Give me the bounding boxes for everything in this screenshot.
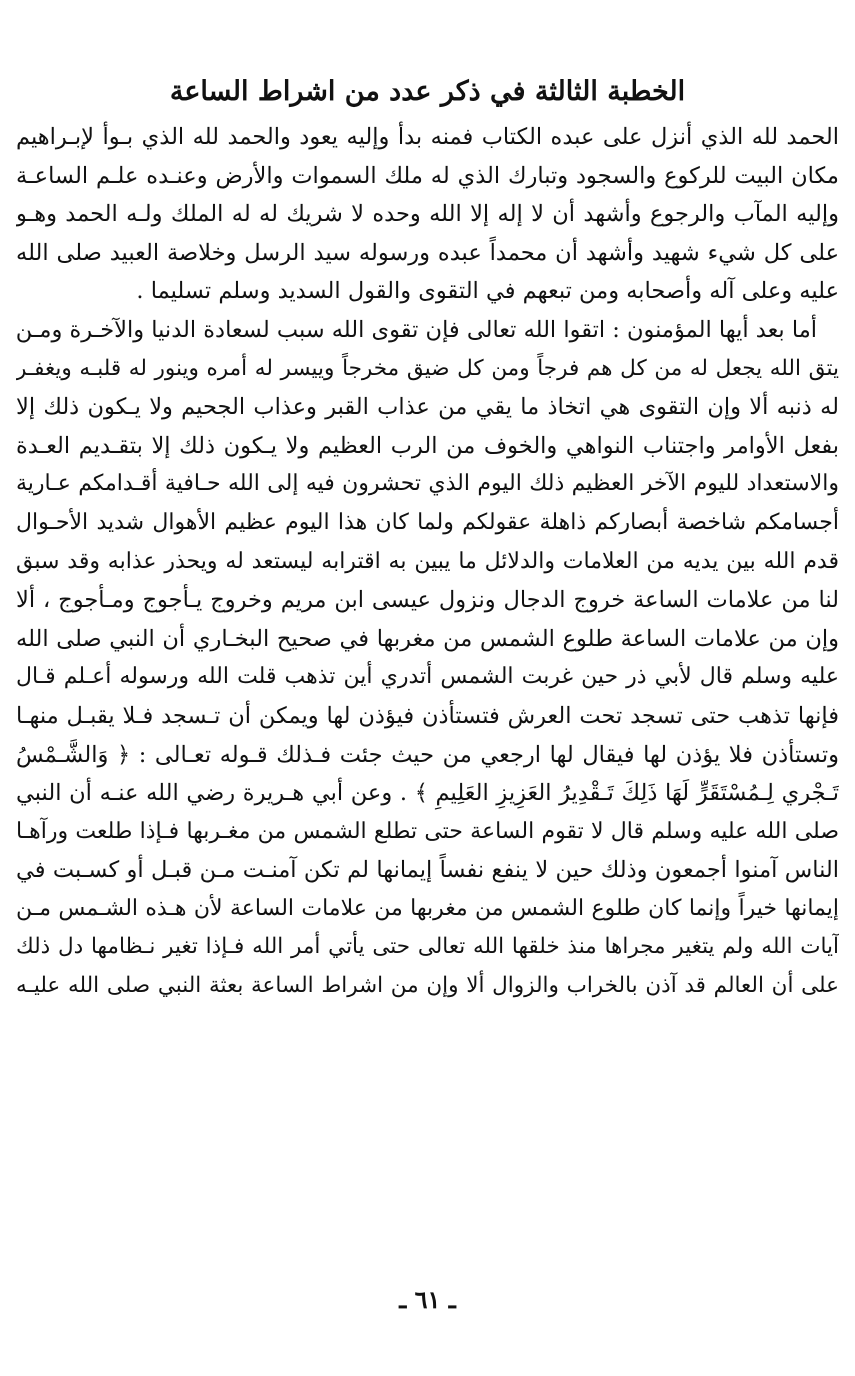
text-line-16: فإنها تذهب حتى تسجد تحت العرش فتستأذن فيؤذن لها ويمكن أن تـسجد فـلا يقبـل منهـا [16,702,839,729]
text-line-7: يتق الله يجعل له من كل هم فرجاً ومن كل ضيق مخرجاً وييسر له أمره وينور له قلبـه ويغفـر [16,355,839,381]
text-line-12: قدم الله بين يديه من العلامات والدلائل ما يبين به اقترابه ليستعد له ويحذر عذابه وقد سبق [16,548,839,574]
text-line-2: مكان البيت للركوع والسجود وتبارك الذي له ملك السموات والأرض وعنـده علـم الساعـة [16,162,839,189]
text-line-19: صلى الله عليه وسلم قال لا تقوم الساعة حتى تطلع الشمس من مغـربها فـإذا طلعت ورآهـا [16,818,839,844]
text-line-13: لنا من علامات الساعة خروج الدجال ونزول عيسى ابن مريم وخروج يـأجوج ومـأجوج ، ألا [16,587,839,614]
text-line-15: عليه وسلم قال لأبي ذر حين غربت الشمس أتدري أين تذهب قلت الله ورسوله أعـلم قـال [16,664,839,690]
text-line-20: الناس آمنوا أجمعون وذلك حين لا ينفع نفساً إيمانها لم تكن آمنـت مـن قبـل أو كسـبت في [16,857,839,884]
text-line-21: إيمانها خيراً وإنما كان طلوع الشمس من مغربها من علامات الساعة لأن هـذه الشـمس مـن [16,895,839,921]
text-line-6: أما بعد أيها المؤمنون : اتقوا الله تعالى فإن تقوى الله سبب لسعادة الدنيا والآخـرة ومـن [16,316,817,343]
sermon-body [16,118,839,1006]
text-line-3: وإليه المآب والرجوع وأشهد أن لا إله إلا الله وحده لا شريك له له الملك ولـه الحمد وهـو [16,201,839,228]
text-line-18: تَـجْري لِـمُسْتَقَرٍّ لَهَا ذَلِكَ تَـقْدِيرُ العَزِيزِ العَلِيمِ ﴾ . وعن أبي هـريرة رضي الله عنـه أن النبي [16,780,839,807]
text-line-14: وإن من علامات الساعة طلوع الشمس من مغربها في صحيح البخـاري أن النبي صلى الله [16,625,839,652]
text-line-23: على أن العالم قد آذن بالخراب والزوال ألا وإن من اشراط الساعة بعثة النبي صلى الله عليـه [16,973,839,999]
document-page [16,70,839,1370]
text-line-1: الحمد لله الذي أنزل على عبده الكتاب فمنه بدأ وإليه يعود والحمد لله الذي بـوأ لإبـراهيم [16,124,839,150]
text-line-10: والاستعداد لليوم الآخر العظيم ذلك اليوم الذي تحشرون فيه إلى الله حـافية أقـدامكم عـارية [16,471,839,497]
text-line-9: بفعل الأوامر واجتناب النواهي والخوف من الرب العظيم ولا يـكون ذلك إلا بتقـديم العـدة [16,432,839,459]
page-number: ـ ٦١ ـ [399,1285,456,1314]
text-line-11: أجسامكم شاخصة أبصاركم ذاهلة عقولكم ولما كان هذا اليوم عظيم الأهوال شديد الأحـوال [16,509,839,535]
text-line-4: على كل شيء شهيد وأشهد أن محمداً عبده ورسوله سيد الرسل وخلاصة العبيد صلى الله [16,239,839,266]
page-title: الخطبة الثالثة في ذكر عدد من اشراط الساعة [169,76,686,107]
text-line-5: عليه وعلى آله وأصحابه ومن تبعهم في التقوى والقول السديد وسلم تسليما . [136,278,839,305]
text-line-8: له ذنبه ألا وإن التقوى هي اتخاذ ما يقي من عذاب القبر وعذاب الجحيم ولا يـكون ذلك إلا [16,394,839,421]
text-line-22: آيات الله ولم يتغير مجراها منذ خلقها الله تعالى حتى يأتي أمر الله فـإذا تغير نـظامها دل ذلك [16,934,839,960]
text-line-17: وتستأذن فلا يؤذن لها فيقال لها ارجعي من حيث جئت فـذلك قـوله تعـالى : ﴿ وَالشَّـمْسُ [16,741,839,768]
